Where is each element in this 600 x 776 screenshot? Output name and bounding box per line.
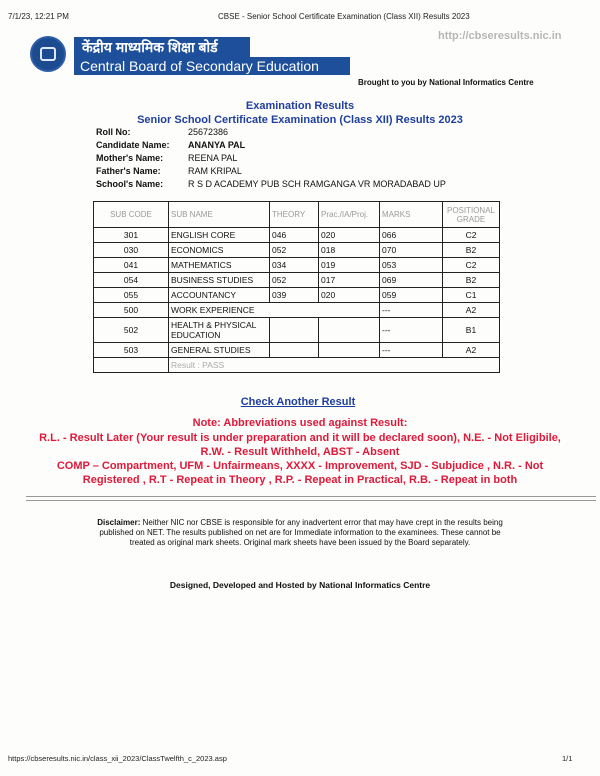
prac [319, 318, 380, 343]
theory: 039 [270, 288, 319, 303]
mother-value: REENA PAL [188, 153, 238, 163]
disclaimer-text: Neither NIC nor CBSE is responsible for any inadvertent error that may have crept in the results being published on NET. The results published on net are for Immediate information to the examinees. These cannot be treated as original mark sheets. Original mark sheets have been issued by the Board separately. [99, 518, 503, 547]
table-row [94, 228, 500, 243]
print-footer-page: 1/1 [562, 754, 573, 763]
grade: C2 [443, 258, 500, 273]
table-row [94, 258, 500, 273]
school-label: School's Name: [96, 179, 164, 189]
grade: B1 [443, 318, 500, 343]
sub-code: 041 [94, 258, 169, 273]
col-prac: Prac./IA/Proj. [319, 202, 380, 228]
grade: B2 [443, 273, 500, 288]
divider [26, 500, 596, 501]
sub-name: ACCOUNTANCY [169, 288, 270, 303]
sub-name: HEALTH & PHYSICAL EDUCATION [169, 318, 270, 343]
disclaimer-label: Disclaimer: [97, 518, 141, 527]
marks: 070 [380, 243, 443, 258]
marks: 066 [380, 228, 443, 243]
name-label: Candidate Name: [96, 140, 170, 150]
notes-line: Registered , R.T - Repeat in Theory , R.P. - Repeat in Practical, R.B. - Repeat in both [82, 474, 518, 486]
marks: --- [380, 318, 443, 343]
theory: 046 [270, 228, 319, 243]
notes-line: R.L. - Result Later (Your result is under preparation and it will be declared soon), N.E. - Not Eligibile, [39, 432, 561, 444]
sub-code: 301 [94, 228, 169, 243]
theory [270, 318, 319, 343]
print-datetime: 7/1/23, 12:21 PM [8, 12, 69, 21]
prac: 017 [319, 273, 380, 288]
sub-name: GENERAL STUDIES [169, 343, 270, 358]
sub-name: ENGLISH CORE [169, 228, 270, 243]
designed-by: Designed, Developed and Hosted by National Informatics Centre [169, 580, 431, 590]
table-row [94, 318, 500, 343]
col-theory: THEORY [270, 202, 319, 228]
prac: 018 [319, 243, 380, 258]
roll-value: 25672386 [188, 127, 229, 137]
sub-name: ECONOMICS [169, 243, 270, 258]
theory: 052 [270, 243, 319, 258]
brought-by-text: Brought to you by National Informatics Centre [358, 78, 534, 87]
father-value: RAM KRIPAL [188, 166, 242, 176]
table-row [94, 288, 500, 303]
notes-line: COMP – Compartment, UFM - Unfairmeans, XXXX - Improvement, SJD - Subjudice , N.R. - Not [56, 460, 544, 472]
notes-title: Note: Abbreviations used against Result: [192, 417, 408, 429]
name-value: ANANYA PAL [188, 140, 246, 150]
print-footer-url: https://cbseresults.nic.in/class_xii_2023/ClassTwelfth_c_2023.asp [8, 754, 227, 763]
sub-code: 500 [94, 303, 169, 318]
marks: --- [380, 343, 443, 358]
prac [319, 343, 380, 358]
grade: C1 [443, 288, 500, 303]
table-row [94, 243, 500, 258]
sub-code: 054 [94, 273, 169, 288]
check-another-result-link[interactable]: Check Another Result [240, 396, 356, 408]
table-header-row [94, 202, 500, 228]
sub-code: 502 [94, 318, 169, 343]
table-row [94, 273, 500, 288]
sub-code: 055 [94, 288, 169, 303]
result-row [94, 358, 500, 373]
result-status: Result : PASS [169, 358, 500, 373]
sub-name: WORK EXPERIENCE [169, 303, 380, 318]
table-row [94, 303, 500, 318]
prac: 019 [319, 258, 380, 273]
prac: 020 [319, 288, 380, 303]
marks-table [93, 201, 500, 373]
school-value: R S D ACADEMY PUB SCH RAMGANGA VR MORADABAD UP [188, 179, 446, 189]
board-name-english: Central Board of Secondary Education [74, 57, 350, 75]
grade: A2 [443, 303, 500, 318]
sub-code: 030 [94, 243, 169, 258]
col-marks: MARKS [380, 202, 443, 228]
theory [270, 343, 319, 358]
marks: 069 [380, 273, 443, 288]
col-grade: POSITIONAL GRADE [443, 202, 500, 228]
grade: B2 [443, 243, 500, 258]
divider [26, 496, 596, 497]
marks: --- [380, 303, 443, 318]
marks: 059 [380, 288, 443, 303]
marks: 053 [380, 258, 443, 273]
grade: A2 [443, 343, 500, 358]
results-heading: Examination Results [245, 100, 355, 112]
sub-name: BUSINESS STUDIES [169, 273, 270, 288]
board-name-hindi: केंद्रीय माध्यमिक शिक्षा बोर्ड [74, 37, 250, 57]
col-sub-code: SUB CODE [94, 202, 169, 228]
cbse-logo-icon [30, 36, 66, 72]
prac: 020 [319, 228, 380, 243]
theory: 034 [270, 258, 319, 273]
mother-label: Mother's Name: [96, 153, 164, 163]
sub-name: MATHEMATICS [169, 258, 270, 273]
table-row [94, 343, 500, 358]
print-page-title: CBSE - Senior School Certificate Examination (Class XII) Results 2023 [218, 12, 470, 21]
theory: 052 [270, 273, 319, 288]
col-sub-name: SUB NAME [169, 202, 270, 228]
sub-code: 503 [94, 343, 169, 358]
notes-line: R.W. - Result Withheld, ABST - Absent [200, 446, 400, 458]
disclaimer [90, 518, 510, 548]
roll-label: Roll No: [96, 127, 131, 137]
father-label: Father's Name: [96, 166, 161, 176]
exam-subheading: Senior School Certificate Examination (Class XII) Results 2023 [137, 114, 463, 126]
site-url: http://cbseresults.nic.in [438, 30, 562, 42]
grade: C2 [443, 228, 500, 243]
